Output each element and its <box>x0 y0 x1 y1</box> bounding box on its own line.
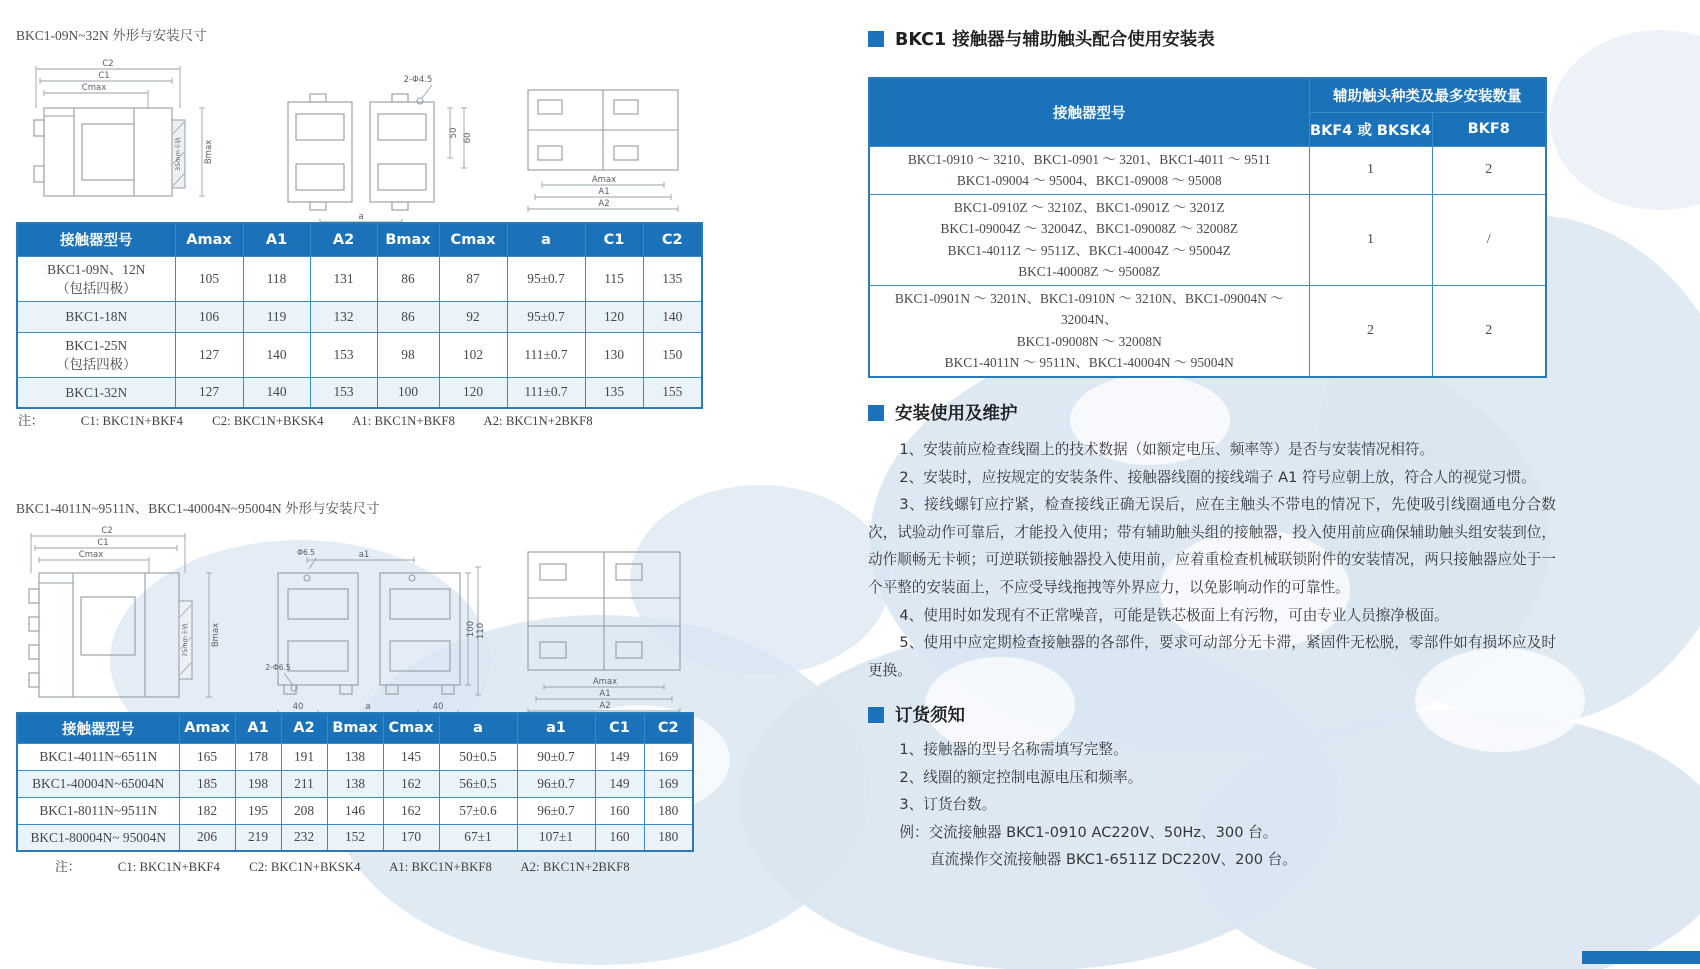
section-marker-icon <box>868 31 884 47</box>
value-cell: 111±0.7 <box>507 332 585 377</box>
dim-label-a: a <box>365 702 371 712</box>
install-item: 5、使用中应定期检查接触器的各部件，要求可动部分无卡滞，紧固件无松脱，零部件如有损坏应及时更换。 <box>868 634 1556 679</box>
value-cell: 153 <box>310 332 377 377</box>
value-cell: 153 <box>310 377 377 408</box>
table-header-cell: Bmax <box>327 713 383 743</box>
table-header-cell: Cmax <box>439 223 507 256</box>
value-cell: 1 <box>1309 194 1432 285</box>
table-header-cell: 接触器型号 <box>17 223 175 256</box>
value-cell: 96±0.7 <box>517 770 595 797</box>
value-cell: 135 <box>643 256 702 301</box>
value-cell: 106 <box>175 301 243 332</box>
value-cell: 120 <box>585 301 643 332</box>
side-view-drawing-2 <box>25 525 240 720</box>
table-row <box>17 301 702 332</box>
table-row <box>17 256 702 301</box>
value-cell: 95±0.7 <box>507 301 585 332</box>
table-row <box>17 770 693 797</box>
dim-label-a2: A2 <box>598 199 610 209</box>
note-line-1: 注： C1: BKC1N+BKF4 C2: BKC1N+BKSK4 A1: BKC1N+BKF8 A2: BKC1N+2BKF8 <box>18 414 593 428</box>
model-cell: BKC1-8011N~9511N <box>17 797 179 824</box>
value-cell: 208 <box>281 797 327 824</box>
note-line-2: 注： C1: BKC1N+BKF4 C2: BKC1N+BKSK4 A1: BKC1N+BKF8 A2: BKC1N+2BKF8 <box>55 860 630 874</box>
footer-accent-bar <box>1582 951 1700 964</box>
dim-label-rail: 35mm卡轨 <box>174 137 182 171</box>
value-cell: 162 <box>383 770 439 797</box>
dim-label-hole-bottom: 2-Φ6.5 <box>265 663 291 672</box>
aux-header-group: 辅助触头种类及最多安装数量 <box>1309 78 1546 112</box>
dim-label-c1: C1 <box>98 71 110 81</box>
value-cell: 98 <box>377 332 439 377</box>
value-cell: 107±1 <box>517 824 595 851</box>
dim-label-a1: a1 <box>358 550 370 560</box>
dim-label-hole-top: Φ6.5 <box>297 548 315 557</box>
dim-label-amax: Amax <box>592 677 618 687</box>
value-cell: 96±0.7 <box>517 797 595 824</box>
table-row <box>17 377 702 408</box>
section-marker-icon <box>868 405 884 421</box>
value-cell: 1 <box>1309 146 1432 194</box>
model-cell: BKC1-80004N~ 95004N <box>17 824 179 851</box>
mount-view-drawing-1 <box>518 78 688 213</box>
value-cell: 182 <box>179 797 235 824</box>
table-header-cell: a <box>439 713 517 743</box>
model-cell: BKC1-4011N~6511N <box>17 743 179 770</box>
model-cell: BKC1-0910Z ～ 3210Z、BKC1-0901Z ～ 3201Z BKC1-09004Z ～ 32004Z、BKC1-09008Z ～ 32008Z BKC1-4011Z ～ 9511Z、BKC1-40004Z ～ 95004Z BKC1-40008Z ～ 95008Z <box>869 194 1309 285</box>
value-cell: 105 <box>175 256 243 301</box>
value-cell: 131 <box>310 256 377 301</box>
model-cell: BKC1-40004N~65004N <box>17 770 179 797</box>
value-cell: 127 <box>175 332 243 377</box>
value-cell: 191 <box>281 743 327 770</box>
dim-label-cmax: Cmax <box>81 83 107 93</box>
dim-label-a2: A2 <box>599 701 611 711</box>
table-header-cell: Amax <box>175 223 243 256</box>
value-cell: 145 <box>383 743 439 770</box>
dim-label-a: a <box>358 212 364 222</box>
value-cell: 162 <box>383 797 439 824</box>
table-header-cell: 接触器型号 <box>17 713 179 743</box>
value-cell: 170 <box>383 824 439 851</box>
value-cell: 120 <box>439 377 507 408</box>
dim-label-100: 100 <box>466 620 476 638</box>
table-row <box>17 797 693 824</box>
value-cell: 87 <box>439 256 507 301</box>
dim-label-c2: C2 <box>101 526 113 536</box>
dim-label-hole: 2-Φ4.5 <box>403 75 433 85</box>
table-row <box>869 194 1546 285</box>
example-line: 例：交流接触器 BKC1-0910 AC220V、50Hz、300 台。 <box>899 823 1278 841</box>
dim-label-60: 60 <box>463 132 473 144</box>
value-cell: 152 <box>327 824 383 851</box>
value-cell: 135 <box>585 377 643 408</box>
value-cell: 195 <box>235 797 281 824</box>
value-cell: 92 <box>439 301 507 332</box>
table-header-cell: Cmax <box>383 713 439 743</box>
value-cell: 150 <box>643 332 702 377</box>
dim-label-40-right: 40 <box>432 702 444 712</box>
table-header-cell: C1 <box>585 223 643 256</box>
value-cell: 180 <box>644 797 693 824</box>
dim-label-bmax: Bmax <box>211 622 221 648</box>
value-cell: 138 <box>327 770 383 797</box>
section-title-dimensions-1: BKC1-09N~32N 外形与安装尺寸 <box>16 28 207 43</box>
order-section-title: 订货须知 <box>868 702 965 727</box>
dim-label-110: 110 <box>476 622 486 640</box>
value-cell: 140 <box>643 301 702 332</box>
value-cell: 155 <box>643 377 702 408</box>
value-cell: / <box>1432 194 1546 285</box>
order-item: 3、订货台数。 <box>899 796 997 814</box>
aux-header-model: 接触器型号 <box>869 78 1309 146</box>
aux-usage-table <box>868 77 1547 378</box>
table-header-cell: C2 <box>644 713 693 743</box>
order-item: 1、接触器的型号名称需填写完整。 <box>899 741 1128 758</box>
dimension-table-09n-32n <box>16 222 703 409</box>
value-cell: 165 <box>179 743 235 770</box>
value-cell: 50±0.5 <box>439 743 517 770</box>
dim-label-a1: A1 <box>598 187 610 197</box>
table-header-cell: a1 <box>517 713 595 743</box>
value-cell: 111±0.7 <box>507 377 585 408</box>
value-cell: 149 <box>595 770 644 797</box>
order-section-body <box>868 736 1556 874</box>
table-row <box>17 332 702 377</box>
value-cell: 185 <box>179 770 235 797</box>
table-header-cell: C1 <box>595 713 644 743</box>
front-view-drawing-2 <box>262 545 484 735</box>
value-cell: 140 <box>243 332 310 377</box>
order-item: 2、线圈的额定控制电源电压和频率。 <box>899 768 1143 786</box>
value-cell: 160 <box>595 797 644 824</box>
value-cell: 206 <box>179 824 235 851</box>
dim-label-a1: A1 <box>599 689 611 699</box>
table-header-cell: Bmax <box>377 223 439 256</box>
install-item: 2、安装时，应按规定的安装条件、接触器线圈的接线端子 A1 符号应朝上放，符合人的视觉习惯。 <box>899 468 1536 486</box>
value-cell: 86 <box>377 301 439 332</box>
value-cell: 118 <box>243 256 310 301</box>
value-cell: 146 <box>327 797 383 824</box>
model-cell: BKC1-32N <box>17 377 175 408</box>
table-row <box>869 146 1546 194</box>
side-view-drawing-1 <box>30 58 230 216</box>
table-row <box>17 824 693 851</box>
aux-header-bkf4: BKF4 或 BKSK4 <box>1309 112 1432 146</box>
install-item: 4、使用时如发现有不正常噪音，可能是铁芯极面上有污物，可由专业人员擦净极面。 <box>899 606 1449 624</box>
value-cell: 130 <box>585 332 643 377</box>
table-header-cell: A1 <box>243 223 310 256</box>
value-cell: 127 <box>175 377 243 408</box>
aux-section-title: BKC1 接触器与辅助触头配合使用安装表 <box>868 26 1215 51</box>
dim-label-bmax: Bmax <box>204 139 214 165</box>
value-cell: 232 <box>281 824 327 851</box>
value-cell: 95±0.7 <box>507 256 585 301</box>
dim-label-amax: Amax <box>591 175 617 185</box>
value-cell: 169 <box>644 743 693 770</box>
value-cell: 169 <box>644 770 693 797</box>
value-cell: 119 <box>243 301 310 332</box>
value-cell: 100 <box>377 377 439 408</box>
value-cell: 2 <box>1432 285 1546 377</box>
model-cell: BKC1-0910 ～ 3210、BKC1-0901 ～ 3201、BKC1-4011 ～ 9511 BKC1-09004 ～ 95004、BKC1-09008 ～ 95008 <box>869 146 1309 194</box>
section-title-dimensions-2: BKC1-4011N~9511N、BKC1-40004N~95004N 外形与安装尺寸 <box>16 501 380 516</box>
dim-label-c1: C1 <box>97 538 109 548</box>
dim-label-c2: C2 <box>102 59 114 69</box>
dim-label-cmax: Cmax <box>78 550 104 560</box>
front-view-drawing-1 <box>272 72 477 232</box>
value-cell: 102 <box>439 332 507 377</box>
value-cell: 149 <box>595 743 644 770</box>
value-cell: 198 <box>235 770 281 797</box>
install-item: 1、安装前应检查线圈上的技术数据（如额定电压、频率等）是否与安装情况相符。 <box>899 441 1435 458</box>
table-header-cell: A2 <box>281 713 327 743</box>
model-cell: BKC1-25N （包括四极） <box>17 332 175 377</box>
model-cell: BKC1-18N <box>17 301 175 332</box>
aux-header-bkf8: BKF8 <box>1432 112 1546 146</box>
dimension-table-4011n-95004n <box>16 712 694 852</box>
value-cell: 219 <box>235 824 281 851</box>
value-cell: 67±1 <box>439 824 517 851</box>
dim-label-40-left: 40 <box>292 702 304 712</box>
value-cell: 86 <box>377 256 439 301</box>
install-section-title: 安装使用及维护 <box>868 400 1018 425</box>
value-cell: 140 <box>243 377 310 408</box>
model-cell: BKC1-0901N ～ 3201N、BKC1-0910N ～ 3210N、BKC1-09004N ～ 32004N、 BKC1-09008N ～ 32008N BKC1-4011N ～ 9511N、BKC1-40004N ～ 95004N <box>869 285 1309 377</box>
install-item: 3、接线螺钉应拧紧，检查接线正确无误后，应在主触头不带电的情况下，先使吸引线圈通电分合数次，试验动作可靠后，才能投入使用；带有辅助触头组的接触器，投入使用前应确保辅助触头组安装到位，动作顺畅无卡顿；可逆联锁接触器投入使用前，应着重检查机械联锁附件的安装情况，两只接触器应处于一个平整的安装面上，不应受导线拖拽等外界应力，以免影响动作的可靠性。 <box>868 496 1556 596</box>
table-header-cell: a <box>507 223 585 256</box>
table-header-cell: Amax <box>179 713 235 743</box>
value-cell: 90±0.7 <box>517 743 595 770</box>
value-cell: 211 <box>281 770 327 797</box>
value-cell: 178 <box>235 743 281 770</box>
value-cell: 180 <box>644 824 693 851</box>
table-header-cell: C2 <box>643 223 702 256</box>
table-row <box>869 285 1546 377</box>
value-cell: 2 <box>1309 285 1432 377</box>
mount-view-drawing-2 <box>516 538 701 723</box>
install-section-body <box>868 436 1556 684</box>
value-cell: 132 <box>310 301 377 332</box>
table-header-cell: A2 <box>310 223 377 256</box>
table-header-cell: A1 <box>235 713 281 743</box>
section-marker-icon <box>868 707 884 723</box>
value-cell: 56±0.5 <box>439 770 517 797</box>
value-cell: 138 <box>327 743 383 770</box>
value-cell: 115 <box>585 256 643 301</box>
value-cell: 2 <box>1432 146 1546 194</box>
dim-label-rail: 75mm卡轨 <box>181 623 189 657</box>
dim-label-50: 50 <box>449 127 459 139</box>
model-cell: BKC1-09N、12N （包括四极） <box>17 256 175 301</box>
example-line: 直流操作交流接触器 BKC1-6511Z DC220V、200 台。 <box>930 851 1297 869</box>
value-cell: 57±0.6 <box>439 797 517 824</box>
table-row <box>17 743 693 770</box>
value-cell: 160 <box>595 824 644 851</box>
